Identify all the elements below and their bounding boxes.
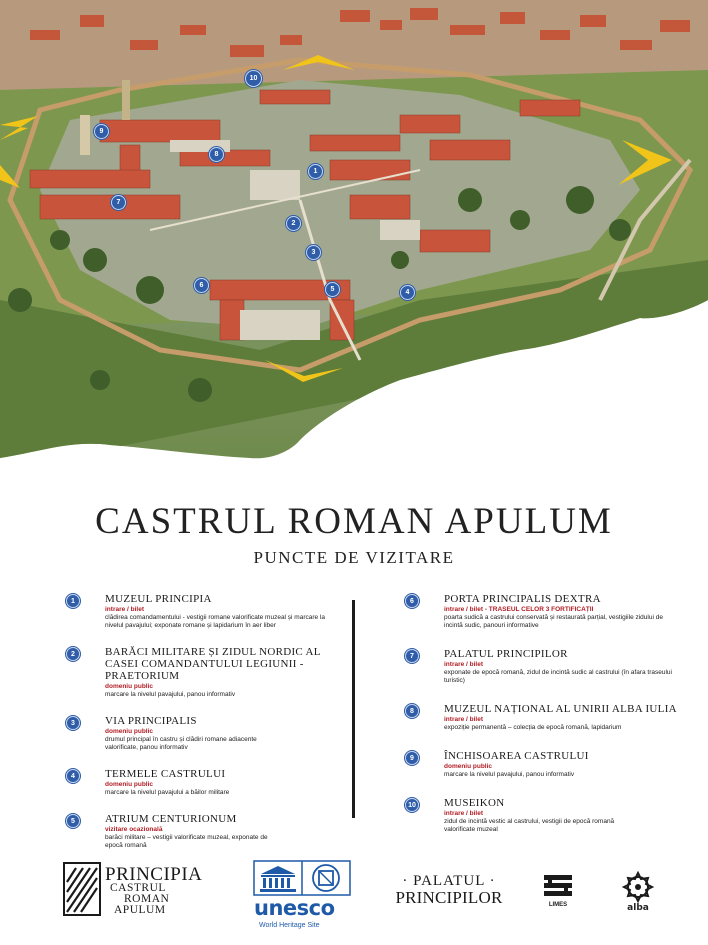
point-access: domeniu public: [105, 781, 154, 788]
points-list-left: [62, 593, 342, 850]
palatul-logo-line1: · PALATUL ·: [402, 873, 496, 889]
point-item-8[interactable]: [401, 703, 691, 732]
principia-mark-icon: [63, 862, 101, 916]
unesco-logo: [253, 860, 353, 930]
point-number-badge: 5: [66, 814, 80, 828]
point-number-badge: 4: [66, 769, 80, 783]
point-item-10[interactable]: [401, 797, 691, 834]
point-item-4[interactable]: [62, 768, 342, 797]
point-access: intrare / bilet: [444, 810, 484, 817]
map-marker-5[interactable]: 5: [325, 282, 340, 297]
unesco-subtitle: World Heritage Site: [259, 922, 320, 929]
point-access: intrare / bilet: [444, 716, 484, 723]
point-item-6[interactable]: [401, 593, 691, 630]
principia-logo-subtitle: [110, 883, 169, 916]
point-description: poarta sudică a castrului conservată și restaurată parțial, vestigiile zidului de incintă sudic, panouri informative: [444, 614, 663, 629]
point-name: ÎNCHISOAREA CASTRULUI: [444, 750, 589, 762]
limes-emblem-icon: [538, 873, 578, 903]
point-name: MUZEUL PRINCIPIA: [105, 593, 212, 605]
point-name: PORTA PRINCIPALIS DEXTRA: [444, 593, 601, 605]
point-item-7[interactable]: [401, 648, 691, 685]
point-item-9[interactable]: [401, 750, 691, 779]
point-name: MUZEUL NAȚIONAL AL UNIRII ALBA IULIA: [444, 703, 677, 715]
points-list-right: [401, 593, 691, 834]
map-marker-1[interactable]: 1: [308, 164, 323, 179]
palatul-principilor-logo: [390, 873, 508, 913]
point-number-badge: 8: [405, 704, 419, 718]
aerial-photo: [0, 0, 708, 470]
point-description: expoziție permanentă – colecția de epocă romană, lapidarium: [444, 724, 622, 731]
page-title: CASTRUL ROMAN APULUM: [95, 501, 613, 542]
point-description: exponate de epocă romană, zidul de incintă sudic al castrului (în afara traseului turistic): [444, 669, 672, 684]
point-description: drumul principal în castru și clădiri romane adiacente valorificate, panou informativ: [105, 736, 257, 751]
unesco-wordmark: unesco: [254, 896, 335, 920]
principia-line: APULUM: [114, 904, 166, 916]
alba-logo: [618, 870, 658, 922]
point-access: domeniu public: [105, 683, 154, 690]
point-access: domeniu public: [444, 763, 493, 770]
point-number-badge: 9: [405, 751, 419, 765]
point-item-2[interactable]: [62, 646, 342, 699]
point-access: intrare / bilet: [444, 661, 484, 668]
point-access: intrare / bilet: [105, 606, 145, 613]
map-marker-3[interactable]: 3: [306, 245, 321, 260]
point-description: clădirea comandamentului - vestigii romane valorificate muzeal și marcare la nivelul pavajului; exponate romane și lapidarium în aer liber: [105, 614, 326, 629]
principia-line: ROMAN: [124, 893, 170, 905]
principia-logo: [63, 862, 203, 917]
principia-logo-title: PRINCIPIA: [105, 864, 203, 885]
limes-logo: [538, 873, 578, 923]
point-name: MUSEIKON: [444, 797, 505, 809]
point-name: BARĂCI MILITARE ȘI ZIDUL NORDIC AL CASEI COMANDANTULUI LEGIUNII - PRAETORIUM: [105, 646, 321, 682]
point-name: ATRIUM CENTURIONUM: [105, 813, 237, 825]
point-item-1[interactable]: [62, 593, 342, 630]
map-marker-4[interactable]: 4: [400, 285, 415, 300]
point-name: VIA PRINCIPALIS: [105, 715, 197, 727]
point-name: PALATUL PRINCIPILOR: [444, 648, 568, 660]
unesco-emblem-icon: [253, 860, 351, 896]
page-subtitle: PUNCTE DE VIZITARE: [253, 548, 455, 567]
point-access: vizitare ocazională: [105, 826, 163, 833]
point-description: zidul de incintă vestic al castrului, vestigii de epocă romană valorificate muzeal: [444, 818, 615, 833]
map-marker-2[interactable]: 2: [286, 216, 301, 231]
point-number-badge: 2: [66, 647, 80, 661]
palatul-logo-line2: PRINCIPILOR: [395, 888, 503, 907]
map-marker-10[interactable]: 10: [245, 70, 262, 87]
point-description: marcare la nivelul pavajului, panou informativ: [105, 691, 236, 698]
map-marker-6[interactable]: 6: [194, 278, 209, 293]
principia-line: CASTRUL: [110, 882, 166, 894]
point-access: domeniu public: [105, 728, 154, 735]
point-description: marcare la nivelul pavajului, panou informativ: [444, 771, 575, 778]
limes-logo-label: LIMES: [548, 902, 568, 908]
map-marker-8[interactable]: 8: [209, 147, 224, 162]
point-number-badge: 10: [405, 798, 419, 812]
point-item-3[interactable]: [62, 715, 342, 752]
column-divider: [352, 600, 355, 818]
point-number-badge: 7: [405, 649, 419, 663]
map-marker-7[interactable]: 7: [111, 195, 126, 210]
point-number-badge: 6: [405, 594, 419, 608]
point-access: intrare / bilet - TRASEUL CELOR 3 FORTIFICAȚII: [444, 606, 594, 613]
point-item-5[interactable]: [62, 813, 342, 850]
point-number-badge: 3: [66, 716, 80, 730]
point-description: barăci militare – vestigii valorificate muzeal, exponate de epocă romană: [105, 834, 268, 849]
alba-emblem-icon: [618, 870, 658, 904]
map-marker-9[interactable]: 9: [94, 124, 109, 139]
point-number-badge: 1: [66, 594, 80, 608]
point-name: TERMELE CASTRULUI: [105, 768, 226, 780]
alba-logo-label: alba: [627, 903, 649, 913]
point-description: marcare la nivelul pavajului a băilor militare: [105, 789, 230, 796]
